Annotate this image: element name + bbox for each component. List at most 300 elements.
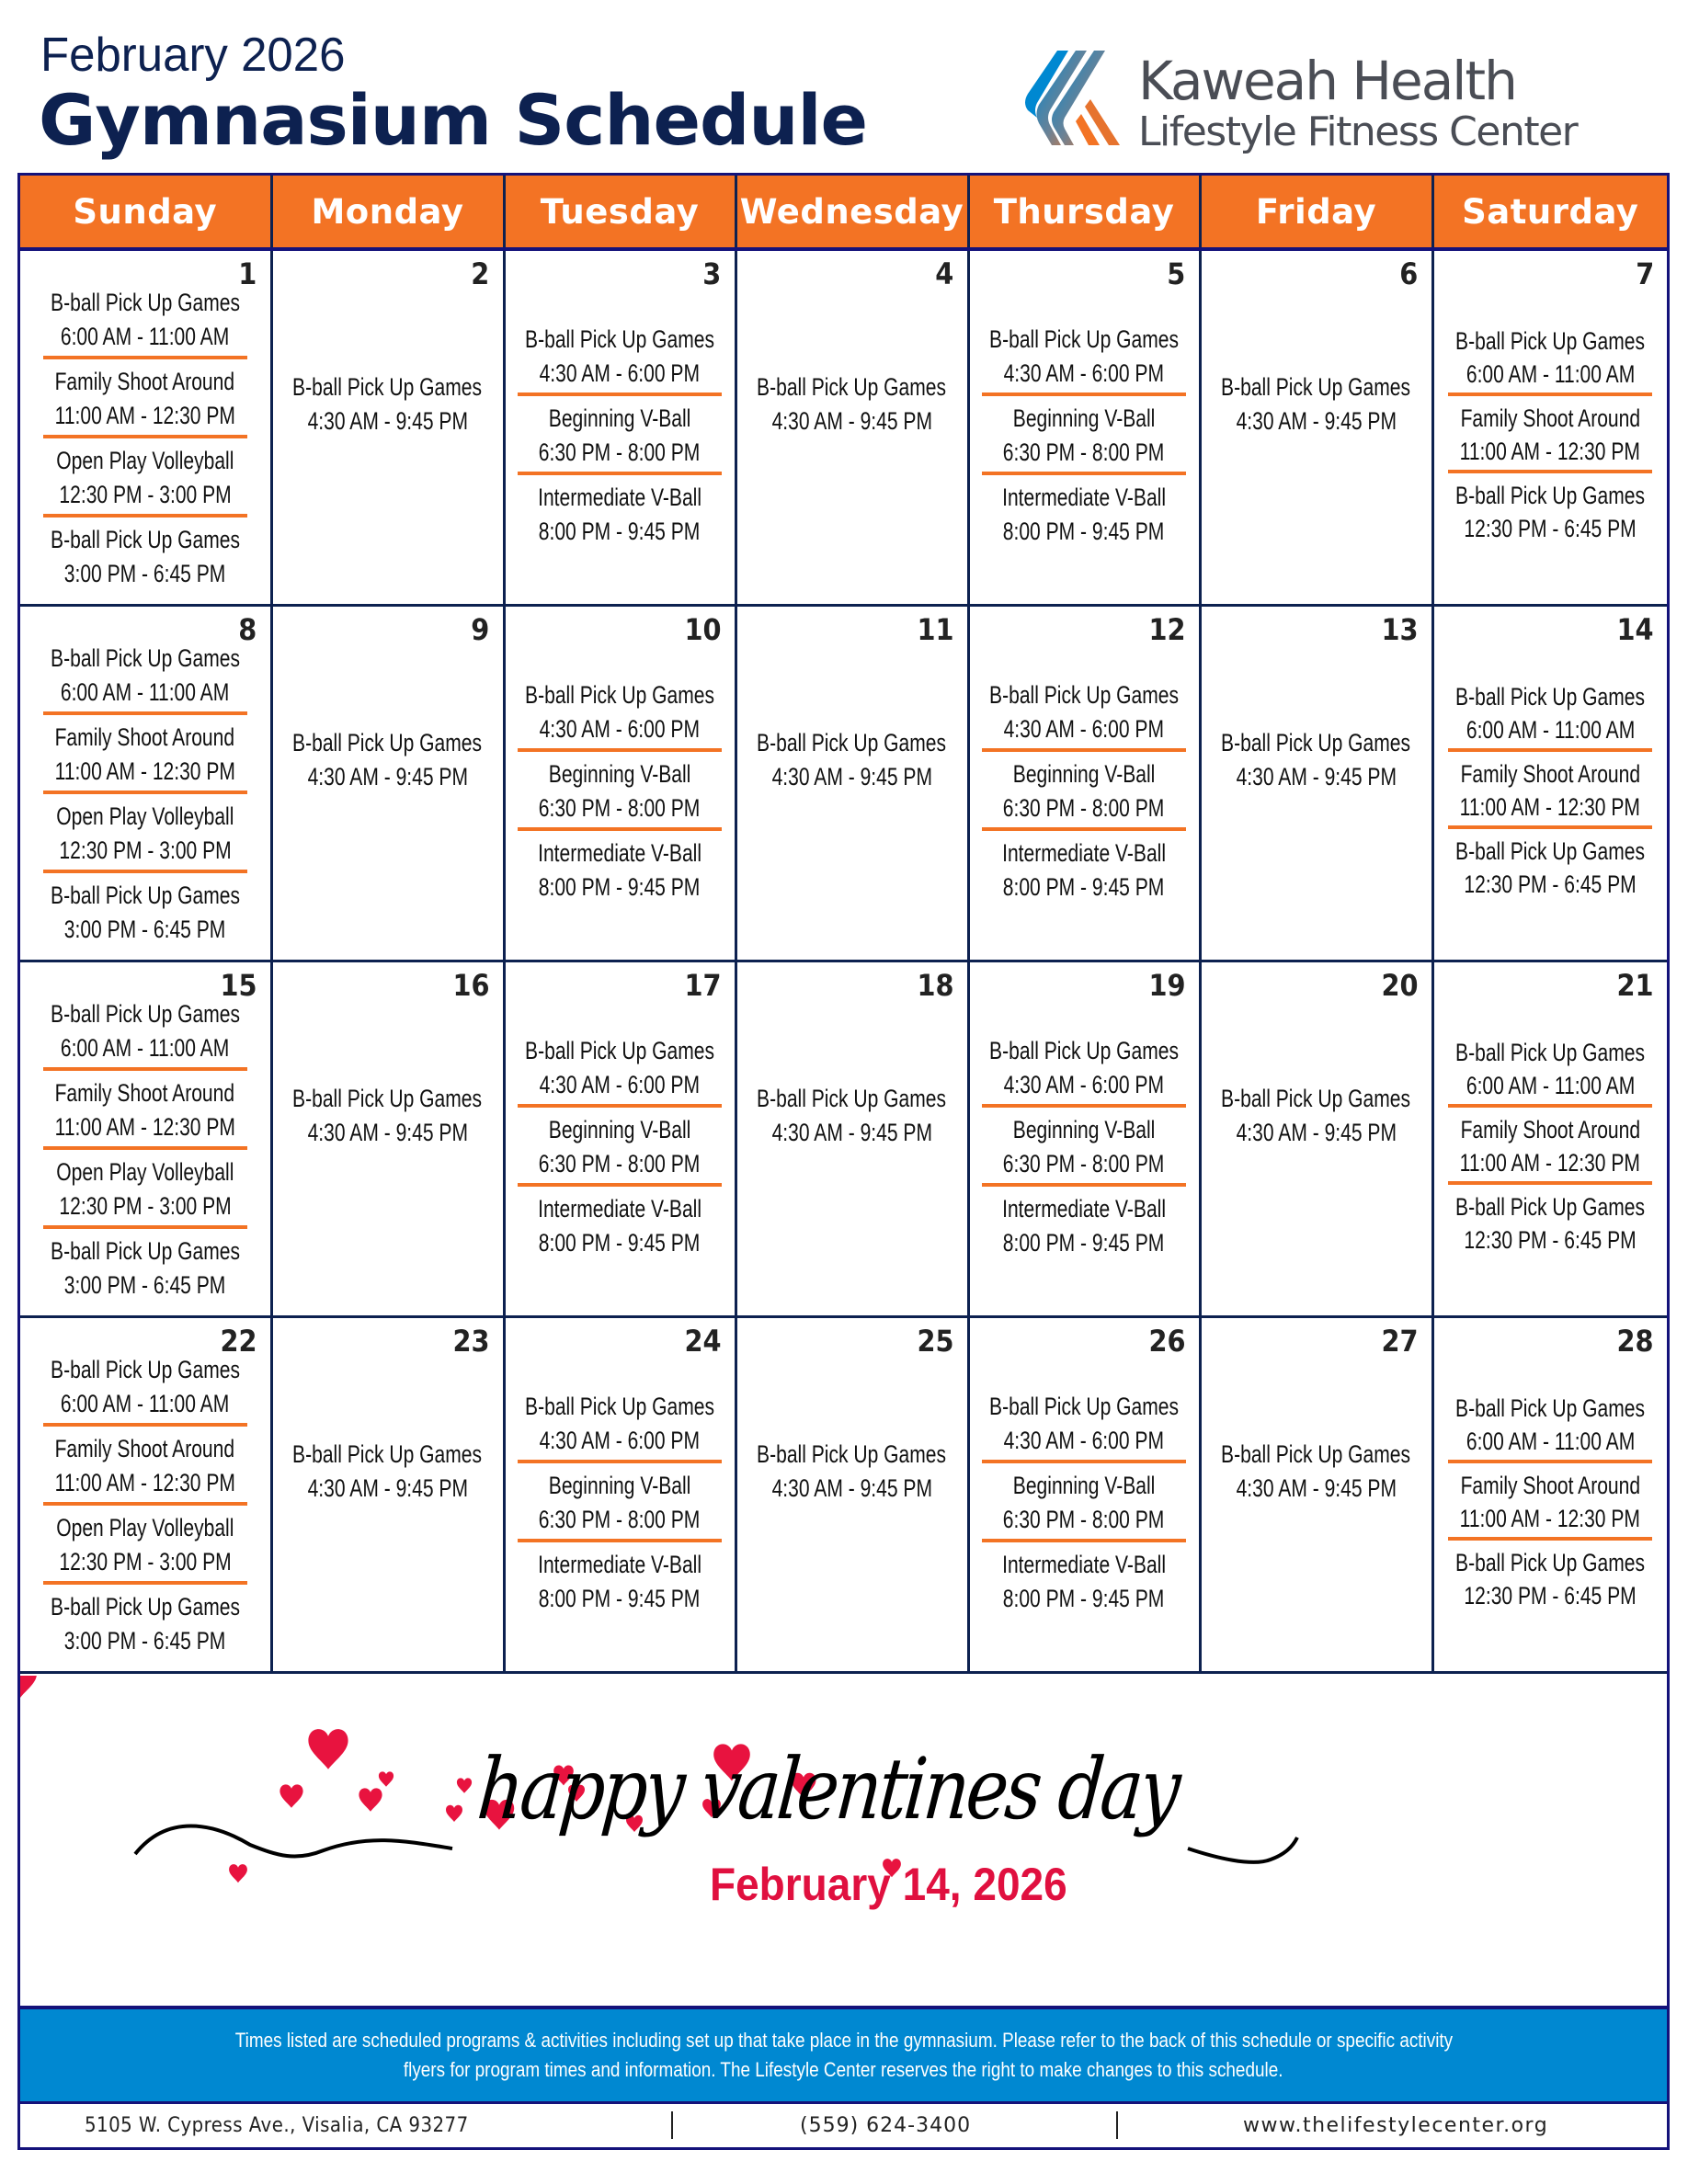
event-name: Intermediate V-Ball (1002, 1194, 1166, 1223)
day-cell-thursday (968, 249, 1200, 605)
event-name: Open Play Volleyball (56, 1513, 234, 1541)
day-number: 11 (917, 611, 954, 647)
event-name: Intermediate V-Ball (538, 483, 701, 511)
event-time: 4:30 AM - 9:45 PM (307, 1118, 468, 1146)
event-name: B-ball Pick Up Games (50, 289, 240, 316)
day-cell-tuesday (504, 961, 736, 1316)
event-time: 4:30 AM - 6:00 PM (1003, 714, 1165, 743)
event-name: B-ball Pick Up Games (50, 1592, 240, 1621)
event-name: B-ball Pick Up Games (989, 1392, 1179, 1420)
disclaimer-line-1: Times listed are scheduled programs & activities including set up that take place in the gymnasium. Please refer to the back of this schedule or specific activity (234, 2029, 1453, 2052)
footer-address: 5105 W. Cypress Ave., Visalia, CA 93277 (85, 2114, 469, 2137)
event-list (20, 997, 270, 1302)
day-cell-monday (271, 961, 504, 1316)
event-time: 4:30 AM - 6:00 PM (1003, 1426, 1165, 1454)
event-item (515, 836, 724, 904)
footer-divider (671, 2111, 673, 2139)
event-item (24, 642, 267, 710)
event-name: B-ball Pick Up Games (989, 325, 1179, 353)
event-time: 11:00 AM - 12:30 PM (1460, 1504, 1641, 1532)
event-time: 11:00 AM - 12:30 PM (54, 1112, 235, 1141)
event-time: 11:00 AM - 12:30 PM (54, 756, 235, 785)
valentines-script-text: happy valentines day (473, 1740, 1182, 1838)
event-separator (43, 710, 247, 721)
day-cell-thursday (968, 961, 1200, 1316)
event-time: 4:30 AM - 9:45 PM (307, 762, 468, 791)
weekday-thursday: Thursday (968, 176, 1200, 249)
event-name: Open Play Volleyball (56, 447, 234, 474)
day-number: 17 (684, 967, 722, 1003)
event-name: Intermediate V-Ball (538, 1194, 701, 1223)
event-item (515, 1548, 724, 1616)
event-separator (518, 1458, 722, 1469)
event-item (1434, 757, 1666, 824)
day-cell-thursday (968, 605, 1200, 961)
event-separator (1448, 1102, 1652, 1113)
day-cell-monday (271, 249, 504, 605)
event-time: 12:30 PM - 6:45 PM (1464, 515, 1637, 542)
event-item (963, 1390, 1205, 1458)
month-year-heading: February 2026 (40, 28, 346, 82)
event-item (980, 1469, 1187, 1537)
event-item (963, 323, 1205, 391)
event-name: B-ball Pick Up Games (50, 1355, 240, 1383)
event-name: B-ball Pick Up Games (1455, 327, 1646, 355)
event-list (20, 286, 270, 591)
event-item (1434, 1113, 1666, 1179)
disclaimer-line-2: flyers for program times and information. The Lifestyle Center reserves the right to make changes to this schedule. (404, 2058, 1283, 2081)
event-time: 6:30 PM - 8:00 PM (539, 438, 701, 466)
event-item (730, 370, 973, 438)
event-time: 4:30 AM - 6:00 PM (1003, 1070, 1165, 1098)
event-time: 4:30 AM - 9:45 PM (771, 762, 932, 791)
event-item (1429, 1546, 1671, 1612)
event-time: 4:30 AM - 6:00 PM (539, 1070, 701, 1098)
event-list (20, 1353, 270, 1658)
day-cell-saturday (1432, 249, 1667, 605)
event-name: B-ball Pick Up Games (1455, 836, 1646, 865)
event-name: B-ball Pick Up Games (50, 526, 240, 553)
event-time: 8:00 PM - 9:45 PM (539, 518, 701, 545)
valentines-banner (20, 1676, 1667, 2009)
event-name: B-ball Pick Up Games (1221, 373, 1411, 401)
event-item (730, 1438, 973, 1506)
event-name: Intermediate V-Ball (1002, 1550, 1166, 1578)
event-time: 6:00 AM - 11:00 AM (61, 677, 230, 706)
event-separator (518, 746, 722, 757)
event-time: 8:00 PM - 9:45 PM (1003, 872, 1165, 901)
logo-name: Kaweah Health (1138, 50, 1516, 112)
event-name: B-ball Pick Up Games (989, 680, 1179, 709)
event-list (20, 642, 270, 947)
day-cell-monday (271, 1316, 504, 1672)
event-name: Open Play Volleyball (56, 1157, 234, 1186)
event-separator (982, 746, 1186, 757)
week-row (20, 249, 1667, 605)
event-name: B-ball Pick Up Games (292, 373, 483, 401)
day-cell-friday (1200, 605, 1432, 961)
event-list (1434, 1392, 1668, 1612)
event-item (979, 481, 1189, 549)
event-separator (982, 1537, 1186, 1548)
footer-phone[interactable]: (559) 624-3400 (800, 2114, 972, 2137)
day-number: 24 (684, 1323, 722, 1359)
event-time: 4:30 AM - 6:00 PM (539, 714, 701, 743)
event-time: 6:00 AM - 11:00 AM (61, 1389, 230, 1417)
day-number: 22 (220, 1323, 257, 1359)
event-item (980, 757, 1187, 825)
event-name: B-ball Pick Up Games (525, 680, 714, 709)
day-cell-saturday (1432, 1316, 1667, 1672)
event-item (31, 1511, 259, 1579)
event-time: 8:00 PM - 9:45 PM (1003, 1228, 1165, 1257)
event-time: 3:00 PM - 6:45 PM (63, 560, 226, 587)
event-name: B-ball Pick Up Games (1455, 1038, 1646, 1066)
event-name: B-ball Pick Up Games (757, 1439, 947, 1468)
event-list (1434, 324, 1668, 545)
day-cell-sunday (20, 1316, 271, 1672)
event-list (970, 678, 1199, 904)
event-name: B-ball Pick Up Games (292, 728, 483, 756)
event-item (266, 1082, 508, 1150)
day-cell-friday (1200, 961, 1432, 1316)
event-time: 4:30 AM - 9:45 PM (1236, 407, 1397, 435)
event-separator (43, 1421, 247, 1432)
weekday-monday: Monday (271, 176, 504, 249)
day-cell-sunday (20, 961, 271, 1316)
day-cell-saturday (1432, 961, 1667, 1316)
event-item (266, 370, 508, 438)
event-name: Open Play Volleyball (56, 802, 234, 830)
event-separator (982, 1181, 1186, 1192)
event-item (1429, 324, 1671, 391)
event-time: 12:30 PM - 6:45 PM (1464, 1581, 1637, 1610)
event-time: 6:30 PM - 8:00 PM (539, 1149, 701, 1177)
event-time: 6:00 AM - 11:00 AM (1466, 715, 1635, 744)
event-item (963, 1034, 1205, 1102)
event-time: 6:30 PM - 8:00 PM (539, 793, 701, 822)
day-number: 9 (471, 611, 490, 647)
event-item (31, 1155, 259, 1223)
week-row (20, 961, 1667, 1316)
event-name: B-ball Pick Up Games (292, 1084, 483, 1112)
event-separator (43, 1579, 247, 1590)
event-list (1202, 726, 1431, 794)
event-item (498, 678, 741, 746)
event-separator (43, 1223, 247, 1234)
day-cell-wednesday (736, 1316, 968, 1672)
event-item (980, 402, 1187, 470)
event-name: Family Shoot Around (1460, 759, 1640, 788)
event-time: 4:30 AM - 9:45 PM (307, 1473, 468, 1502)
event-item (1194, 1082, 1437, 1150)
event-name: B-ball Pick Up Games (50, 643, 240, 672)
event-name: Beginning V-Ball (548, 404, 691, 432)
day-number: 14 (1616, 611, 1654, 647)
day-number: 26 (1148, 1323, 1186, 1359)
event-time: 3:00 PM - 6:45 PM (63, 915, 226, 943)
event-item (31, 800, 259, 868)
event-item (24, 1590, 267, 1658)
event-item (24, 879, 267, 947)
event-item (730, 726, 973, 794)
event-separator (982, 1102, 1186, 1113)
event-name: Family Shoot Around (1460, 1471, 1640, 1499)
event-separator (982, 1458, 1186, 1469)
event-separator (1448, 824, 1652, 835)
event-item (516, 1469, 723, 1537)
event-time: 12:30 PM - 3:00 PM (59, 481, 232, 508)
event-time: 3:00 PM - 6:45 PM (63, 1270, 226, 1299)
event-item (498, 1034, 741, 1102)
event-list (273, 726, 503, 794)
event-item (24, 1353, 267, 1421)
event-separator (43, 354, 247, 365)
event-separator (43, 433, 247, 444)
day-number: 1 (238, 256, 257, 291)
event-time: 8:00 PM - 9:45 PM (539, 1228, 701, 1257)
day-number: 7 (1635, 256, 1654, 291)
event-separator (1448, 1535, 1652, 1546)
event-item (980, 1113, 1187, 1181)
event-time: 4:30 AM - 6:00 PM (539, 1426, 701, 1454)
footer-divider (1116, 2111, 1118, 2139)
logo-stripes-icon (1021, 46, 1131, 156)
event-time: 8:00 PM - 9:45 PM (539, 872, 701, 901)
event-separator (43, 1144, 247, 1155)
event-separator (982, 391, 1186, 402)
event-time: 8:00 PM - 9:45 PM (1003, 518, 1165, 545)
event-name: B-ball Pick Up Games (50, 881, 240, 909)
week-row (20, 605, 1667, 961)
day-cell-wednesday (736, 605, 968, 961)
event-name: Family Shoot Around (1460, 1115, 1640, 1143)
event-name: B-ball Pick Up Games (1455, 682, 1646, 711)
event-list (1202, 1082, 1431, 1150)
event-name: Beginning V-Ball (1012, 759, 1156, 788)
event-name: B-ball Pick Up Games (1455, 1192, 1646, 1221)
event-time: 11:00 AM - 12:30 PM (1460, 438, 1641, 465)
event-time: 11:00 AM - 12:30 PM (1460, 792, 1641, 821)
event-name: B-ball Pick Up Games (525, 1036, 714, 1064)
kaweah-health-logo (1021, 46, 1618, 156)
event-name: Family Shoot Around (54, 722, 235, 751)
event-item (1194, 370, 1437, 438)
event-list (737, 1082, 967, 1150)
event-name: Beginning V-Ball (1012, 1471, 1156, 1499)
event-name: Family Shoot Around (54, 1078, 235, 1107)
event-list (273, 370, 503, 438)
event-time: 4:30 AM - 9:45 PM (1236, 762, 1397, 791)
schedule-frame (17, 173, 1670, 2150)
day-number: 20 (1381, 967, 1419, 1003)
event-time: 11:00 AM - 12:30 PM (54, 402, 235, 429)
event-time: 6:30 PM - 8:00 PM (1003, 1505, 1165, 1533)
event-list (506, 678, 735, 904)
day-number: 4 (935, 256, 954, 291)
event-time: 12:30 PM - 6:45 PM (1464, 870, 1637, 898)
event-list (506, 1390, 735, 1616)
event-item (29, 1432, 261, 1500)
event-item (515, 481, 724, 549)
day-number: 8 (238, 611, 257, 647)
event-time: 4:30 AM - 9:45 PM (307, 407, 468, 435)
day-number: 3 (702, 256, 722, 291)
event-separator (518, 1181, 722, 1192)
event-time: 6:30 PM - 8:00 PM (1003, 1149, 1165, 1177)
event-item (1194, 726, 1437, 794)
event-time: 6:00 AM - 11:00 AM (61, 323, 230, 350)
event-item (515, 1192, 724, 1260)
event-name: Intermediate V-Ball (1002, 483, 1166, 511)
event-separator (1448, 1179, 1652, 1190)
event-item (979, 1192, 1189, 1260)
event-item (29, 721, 261, 789)
event-separator (1448, 1458, 1652, 1469)
event-time: 12:30 PM - 3:00 PM (59, 1547, 232, 1575)
event-name: Intermediate V-Ball (538, 1550, 701, 1578)
event-separator (982, 470, 1186, 481)
day-number: 16 (452, 967, 490, 1003)
event-item (1194, 1438, 1437, 1506)
event-time: 6:00 AM - 11:00 AM (1466, 1427, 1635, 1455)
event-item (31, 444, 259, 512)
event-separator (518, 1537, 722, 1548)
event-name: B-ball Pick Up Games (292, 1439, 483, 1468)
weekday-tuesday: Tuesday (504, 176, 736, 249)
day-number: 5 (1167, 256, 1186, 291)
event-item (979, 836, 1189, 904)
day-number: 28 (1616, 1323, 1654, 1359)
event-name: B-ball Pick Up Games (1455, 1548, 1646, 1576)
event-time: 12:30 PM - 6:45 PM (1464, 1225, 1637, 1254)
day-cell-monday (271, 605, 504, 961)
day-number: 13 (1381, 611, 1419, 647)
event-list (506, 1034, 735, 1260)
event-name: Family Shoot Around (1460, 404, 1640, 432)
event-name: B-ball Pick Up Games (525, 325, 714, 353)
weekday-header-row (20, 176, 1667, 249)
event-name: B-ball Pick Up Games (989, 1036, 1179, 1064)
event-list (737, 726, 967, 794)
event-time: 4:30 AM - 9:45 PM (1236, 1118, 1397, 1146)
event-item (24, 523, 267, 591)
event-item (1429, 1190, 1671, 1257)
event-item (1429, 479, 1671, 545)
event-item (24, 286, 267, 354)
event-item (1434, 1469, 1666, 1535)
event-separator (518, 1102, 722, 1113)
event-time: 3:00 PM - 6:45 PM (63, 1626, 226, 1655)
event-time: 6:30 PM - 8:00 PM (1003, 793, 1165, 822)
day-number: 15 (220, 967, 257, 1003)
valentines-date: February 14, 2026 (710, 1859, 1067, 1910)
event-name: Intermediate V-Ball (1002, 838, 1166, 867)
event-time: 8:00 PM - 9:45 PM (539, 1584, 701, 1612)
event-name: B-ball Pick Up Games (757, 1084, 947, 1112)
event-list (737, 1438, 967, 1506)
event-name: B-ball Pick Up Games (1455, 482, 1646, 509)
event-item (498, 1390, 741, 1458)
event-item (516, 757, 723, 825)
schedule-disclaimer (20, 2009, 1667, 2101)
event-name: B-ball Pick Up Games (1221, 1084, 1411, 1112)
event-list (273, 1438, 503, 1506)
page-title: Gymnasium Schedule (39, 79, 868, 161)
event-separator (43, 868, 247, 879)
event-time: 11:00 AM - 12:30 PM (1460, 1148, 1641, 1177)
event-time: 6:00 AM - 11:00 AM (1466, 1071, 1635, 1099)
hearts-decoration-icon (20, 1676, 1667, 2009)
event-name: B-ball Pick Up Games (757, 728, 947, 756)
event-time: 4:30 AM - 9:45 PM (771, 1473, 932, 1502)
day-number: 27 (1381, 1323, 1419, 1359)
event-item (963, 678, 1205, 746)
event-list (1434, 680, 1668, 901)
event-time: 6:00 AM - 11:00 AM (1466, 360, 1635, 388)
event-separator (43, 1065, 247, 1076)
event-separator (518, 391, 722, 402)
day-cell-thursday (968, 1316, 1200, 1672)
event-name: B-ball Pick Up Games (1221, 728, 1411, 756)
event-separator (982, 825, 1186, 836)
event-separator (43, 512, 247, 523)
day-number: 6 (1399, 256, 1419, 291)
event-list (970, 323, 1199, 549)
event-time: 4:30 AM - 9:45 PM (771, 1118, 932, 1146)
day-cell-saturday (1432, 605, 1667, 961)
event-item (24, 997, 267, 1065)
event-name: Family Shoot Around (54, 368, 235, 395)
day-number: 25 (917, 1323, 954, 1359)
event-item (516, 1113, 723, 1181)
event-name: B-ball Pick Up Games (50, 1236, 240, 1265)
day-cell-tuesday (504, 605, 736, 961)
event-item (24, 1234, 267, 1302)
weekday-saturday: Saturday (1432, 176, 1667, 249)
event-separator (518, 470, 722, 481)
event-time: 8:00 PM - 9:45 PM (1003, 1584, 1165, 1612)
event-name: Intermediate V-Ball (538, 838, 701, 867)
footer-website-link[interactable]: www.thelifestylecenter.org (1243, 2114, 1549, 2137)
event-item (1434, 402, 1666, 468)
event-name: Beginning V-Ball (1012, 404, 1156, 432)
weekday-friday: Friday (1200, 176, 1432, 249)
event-name: B-ball Pick Up Games (757, 373, 947, 401)
event-list (1434, 1036, 1668, 1257)
event-separator (43, 1500, 247, 1511)
event-separator (43, 789, 247, 800)
event-name: Beginning V-Ball (548, 1471, 691, 1499)
event-item (29, 365, 261, 433)
event-item (498, 323, 741, 391)
day-cell-friday (1200, 249, 1432, 605)
day-cell-wednesday (736, 249, 968, 605)
day-number: 19 (1148, 967, 1186, 1003)
day-number: 18 (917, 967, 954, 1003)
event-item (1429, 680, 1671, 746)
day-cell-tuesday (504, 249, 736, 605)
day-cell-tuesday (504, 1316, 736, 1672)
event-item (29, 1076, 261, 1144)
event-time: 4:30 AM - 9:45 PM (1236, 1473, 1397, 1502)
event-name: Beginning V-Ball (548, 1115, 691, 1143)
weekday-wednesday: Wednesday (736, 176, 968, 249)
event-name: B-ball Pick Up Games (50, 999, 240, 1028)
event-list (506, 323, 735, 549)
event-time: 4:30 AM - 6:00 PM (1003, 359, 1165, 387)
event-item (979, 1548, 1189, 1616)
